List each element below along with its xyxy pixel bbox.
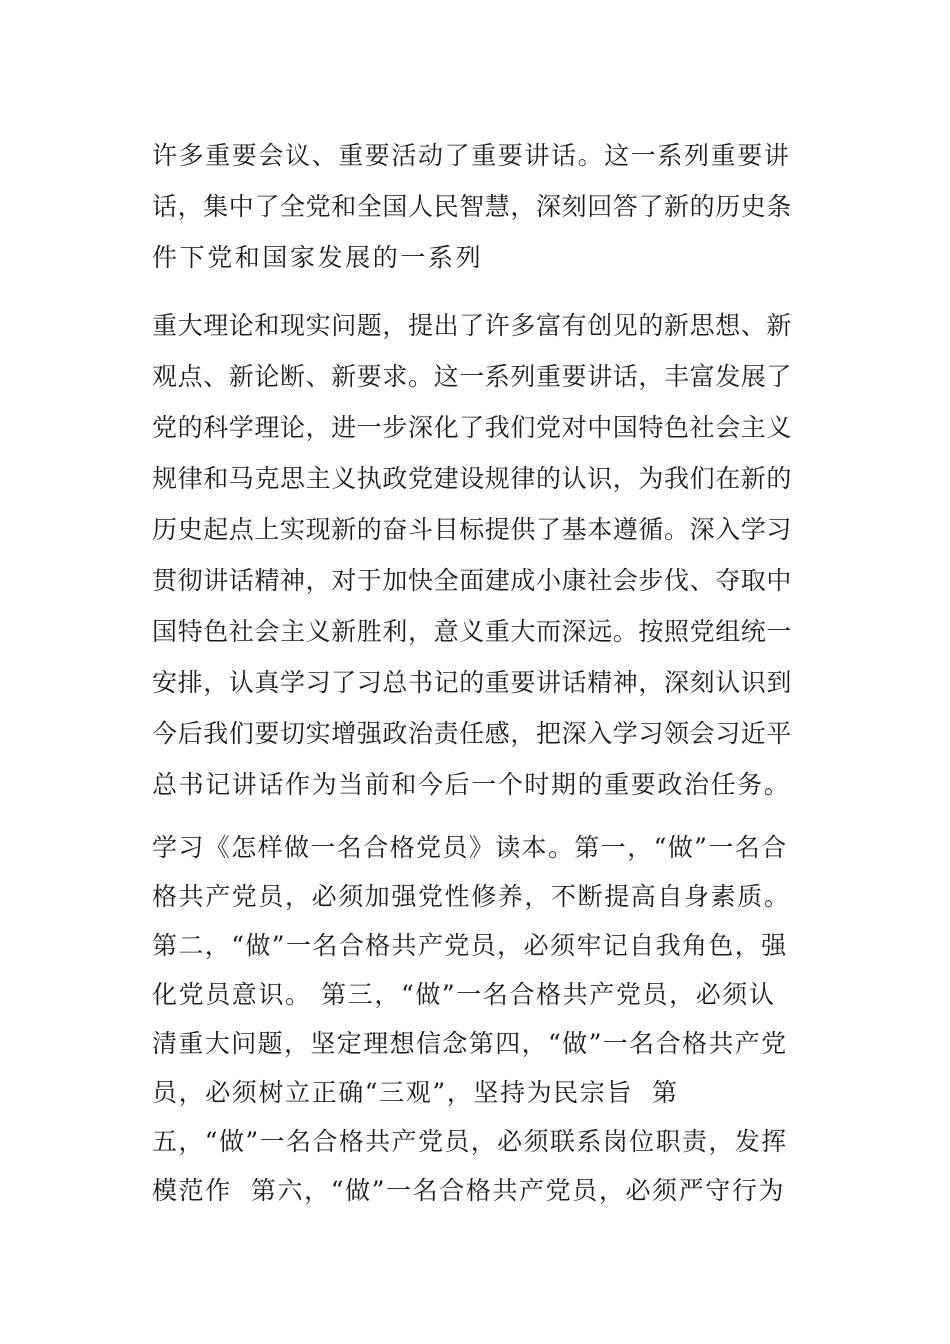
text-line: 贯彻讲话精神，对于加快全面建成小康社会步伐、夺取中 xyxy=(152,566,793,595)
paragraph-theory-study xyxy=(152,300,792,810)
text-line: 重大理论和现实问题，提出了许多富有创见的新思想、新 xyxy=(152,311,793,340)
text-line: 党的科学理论，进一步深化了我们党对中国特色社会主义 xyxy=(152,413,793,442)
text-line: 今后我们要切实增强政治责任感，把深入学习领会习近平 xyxy=(152,719,793,748)
paragraph-qualified-member-reading xyxy=(152,823,792,1215)
text-line: 国特色社会主义新胜利，意义重大而深远。按照党组统一 xyxy=(152,617,793,646)
text-line: 总书记讲话作为当前和今后一个时期的重要政治任务。 xyxy=(152,770,791,799)
text-line: 安排，认真学习了习总书记的重要讲话精神，深刻认识到 xyxy=(152,668,793,697)
paragraph-important-speeches xyxy=(152,130,792,283)
text-line: 清重大问题，坚定理想信念第四，“做”一名合格共产党 xyxy=(152,1029,788,1058)
text-line: 话，集中了全党和全国人民智慧，深刻回答了新的历史条 xyxy=(152,192,793,221)
text-line: 第二，“做”一名合格共产党员，必须牢记自我角色，强 xyxy=(152,931,788,960)
text-line: 化党员意识。 第三，“做”一名合格共产党员，必须认 xyxy=(152,980,776,1009)
text-line: 模范作 第六，“做”一名合格共产党员，必须严守行为 xyxy=(152,1176,786,1205)
text-line: 格共产党员，必须加强党性修养，不断提高自身素质。 xyxy=(152,882,791,911)
text-line: 历史起点上实现新的奋斗目标提供了基本遵循。深入学习 xyxy=(152,515,793,544)
text-line: 许多重要会议、重要活动了重要讲话。这一系列重要讲 xyxy=(152,141,791,170)
text-line: 规律和马克思主义执政党建设规律的认识，为我们在新的 xyxy=(152,464,793,493)
text-line: 五，“做”一名合格共产党员，必须联系岗位职责，发挥 xyxy=(152,1127,788,1156)
text-line: 员，必须树立正确“三观”，坚持为民宗旨 第 xyxy=(152,1078,679,1107)
text-line: 件下党和国家发展的一系列 xyxy=(152,243,484,272)
text-line: 观点、新论断、新要求。这一系列重要讲话，丰富发展了 xyxy=(152,362,793,391)
text-line: 学习《怎样做一名合格党员》读本。第一，“做”一名合 xyxy=(152,833,788,862)
